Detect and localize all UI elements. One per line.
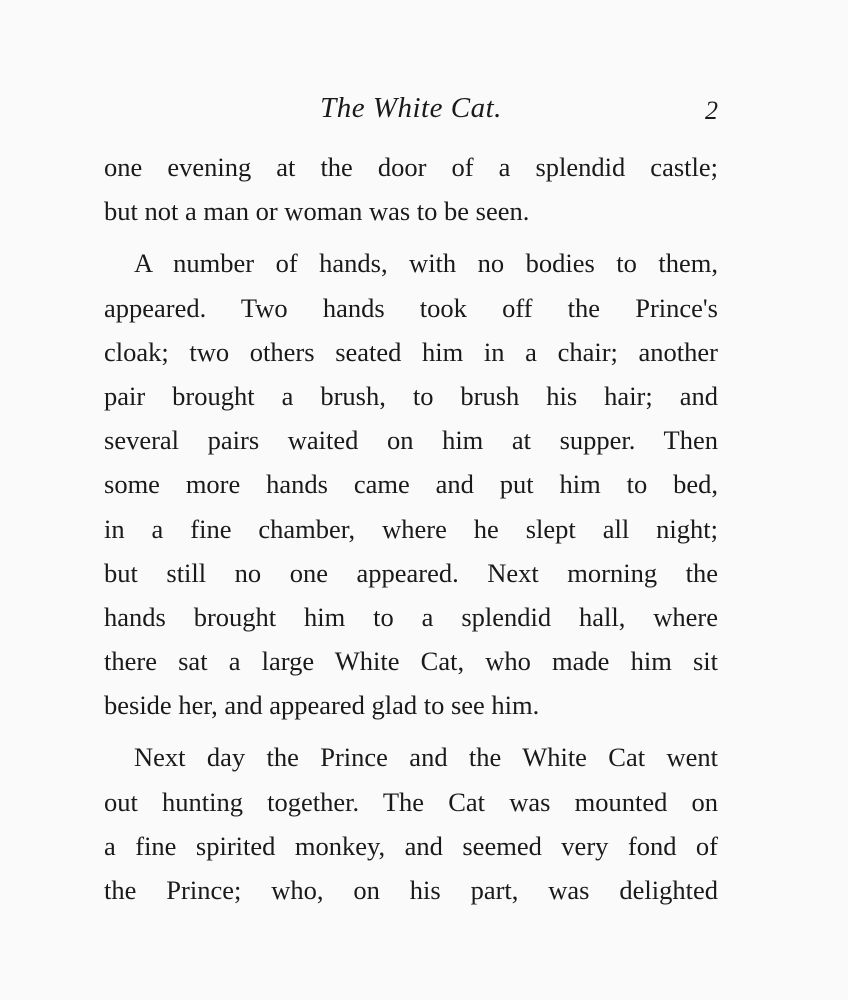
- paragraph-1: [104, 145, 718, 233]
- body-text: [104, 145, 718, 920]
- text-line: appeared. Two hands took off the Prince's: [104, 292, 718, 323]
- page-number: 2: [705, 96, 718, 125]
- text-line: the Prince; who, on his part, was delighted: [104, 875, 718, 905]
- text-line: there sat a large White Cat, who made him sit: [104, 646, 718, 677]
- text-line: A number of hands, with no bodies to them,: [134, 248, 718, 279]
- text-line: one evening at the door of a splendid castle;: [104, 152, 718, 182]
- text-line: hands brought him to a splendid hall, where: [104, 601, 718, 632]
- text-line: cloak; two others seated him in a chair; another: [104, 336, 718, 367]
- text-line: pair brought a brush, to brush his hair; and: [104, 380, 718, 411]
- text-line: in a fine chamber, where he slept all night;: [104, 513, 718, 544]
- text-line: a fine spirited monkey, and seemed very fond of: [104, 830, 718, 861]
- page-header: [104, 88, 718, 132]
- text-line: but still no one appeared. Next morning the: [104, 557, 718, 588]
- text-line: but not a man or woman was to be seen.: [104, 196, 530, 227]
- text-line: beside her, and appeared glad to see him.: [104, 690, 540, 721]
- text-line: out hunting together. The Cat was mounted on: [104, 786, 718, 817]
- text-line: some more hands came and put him to bed,: [104, 469, 718, 500]
- running-title: The White Cat.: [320, 92, 502, 124]
- text-line: several pairs waited on him at supper. Then: [104, 425, 718, 456]
- text-line: Next day the Prince and the White Cat went: [134, 742, 718, 773]
- paragraph-3: [104, 735, 718, 912]
- paragraph-2: [104, 241, 718, 727]
